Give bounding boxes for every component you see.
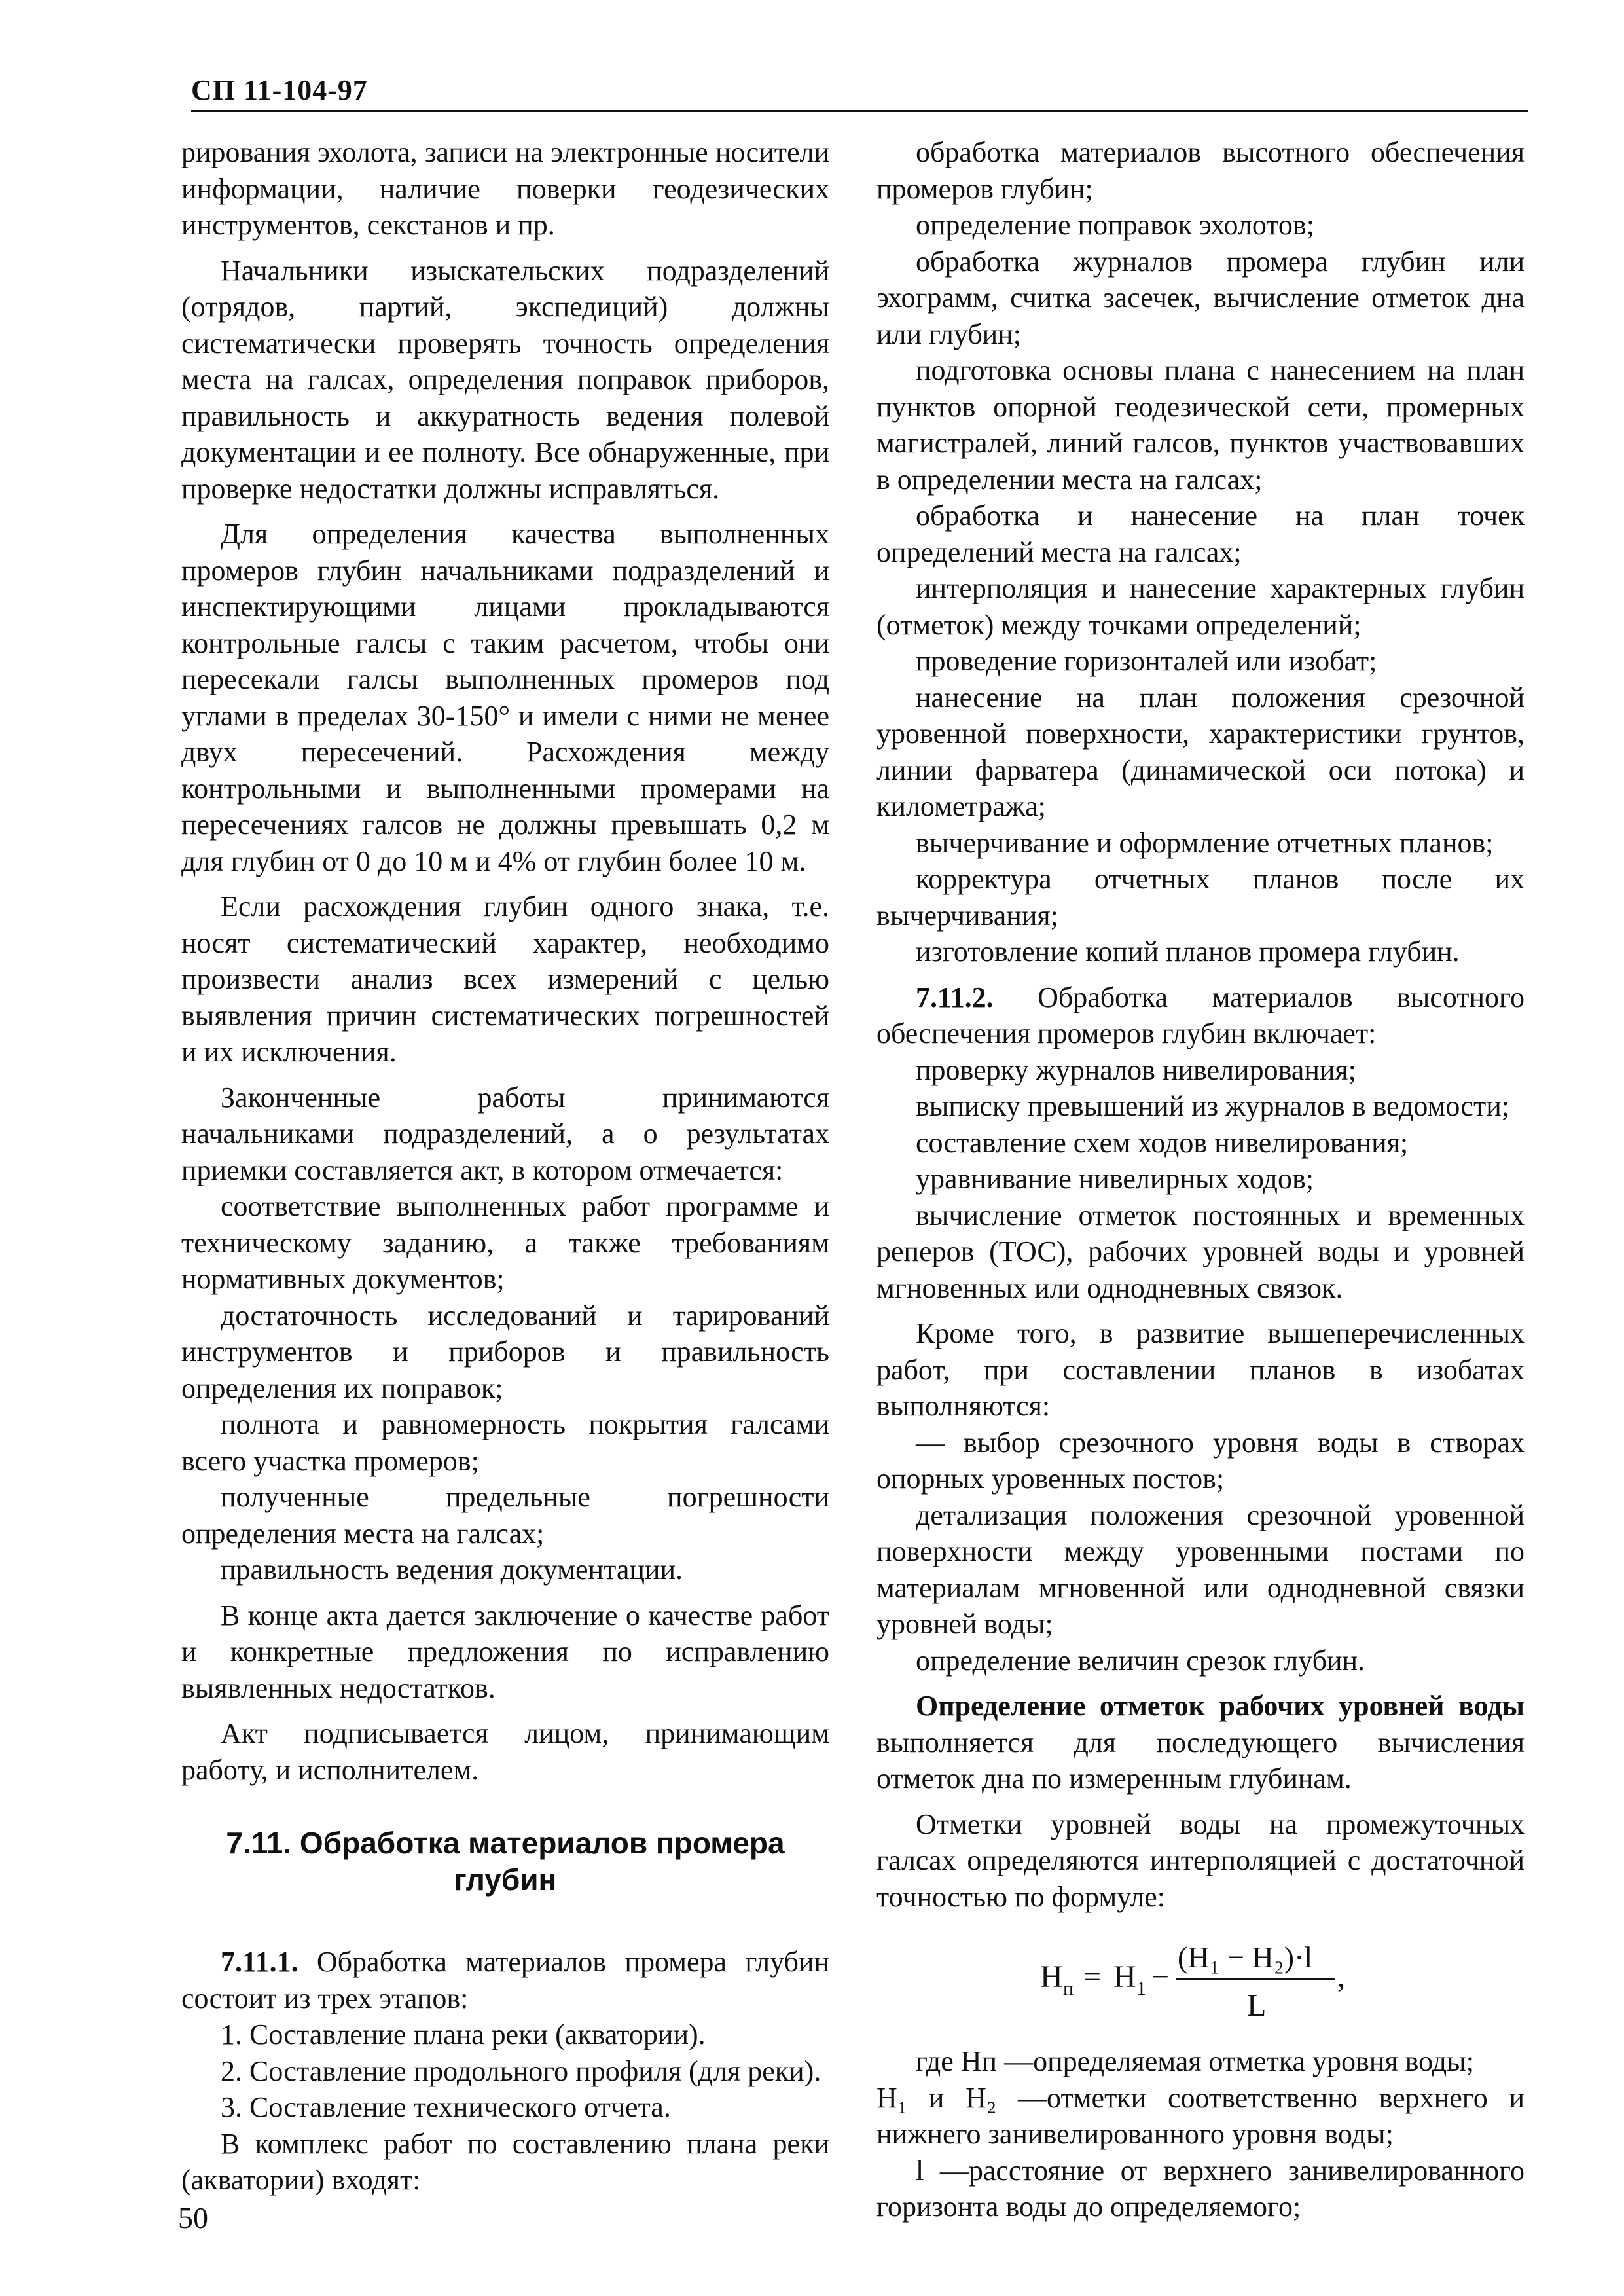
list-item: корректура отчетных планов после их вычерчивания; — [876, 863, 1525, 932]
list-item: достаточность исследований и тарирований инструментов и приборов и правильность определения их поправок; — [181, 1299, 829, 1404]
list-item: H₁ и H₂ —отметки соответственно верхнего и нижнего занивелированного уровня воды; — [876, 2081, 1525, 2150]
formula-h1-subscript: 1 — [1136, 1978, 1146, 1999]
list-item: обработка материалов высотного обеспечения промеров глубин; — [876, 136, 1525, 205]
paragraph — [181, 1944, 829, 2016]
list-item: проведение горизонталей или изобат; — [916, 645, 1377, 677]
paragraph: В конце акта дается заключение о качестве работ и конкретные предложения по исправлению выявленных недостатков. — [181, 1599, 829, 1704]
formula-lhs: H — [1040, 1959, 1063, 1994]
list-item: нанесение на план положения срезочной уровенной поверхности, характеристики грунтов, линии фарватера (динамической оси потока) и километража; — [876, 681, 1525, 822]
right-column — [876, 134, 1525, 2225]
document-code: СП 11-104-97 — [191, 74, 368, 106]
clause-number: 7.11.2. — [916, 981, 994, 1013]
interpolation-formula — [876, 1920, 1525, 2033]
list-item: l —расстояние от верхнего занивелированного горизонта воды до определяемого; — [876, 2154, 1525, 2223]
list-item: изготовление копий планов промера глубин. — [916, 936, 1460, 968]
list-item: соответствие выполненных работ программе и техническому заданию, а также требованиям нормативных документов; — [181, 1190, 829, 1295]
formula-minus: − — [1151, 1959, 1170, 1994]
clause-text: Обработка материалов высотного обеспечения промеров глубин включает: — [876, 981, 1525, 1049]
list-item: проверку журналов нивелирования; — [916, 1053, 1356, 1086]
term-bold: Определение отметок рабочих уровней воды — [916, 1690, 1525, 1722]
list-item: составление схем ходов нивелирования; — [916, 1126, 1409, 1159]
list-item: вычерчивание и оформление отчетных планов; — [916, 826, 1494, 859]
list-item: 3. Составление технического отчета. — [221, 2091, 671, 2123]
formula-equals: = — [1083, 1959, 1102, 1994]
list-item: где Hп —определяемая отметка уровня воды; — [916, 2045, 1474, 2077]
list-item: обработка журналов промера глубин или эхограмм, считка засечек, вычисление отметок дна или глубин; — [876, 245, 1525, 350]
list-item: детализация положения срезочной уровенной поверхности между уровенными постами по материалам мгновенной или однодневной связки уровней воды; — [876, 1499, 1525, 1640]
paragraph: Законченные работы принимаются начальниками подразделений, а о результатах приемки составляется акт, в котором отмечается: — [181, 1081, 829, 1186]
formula-h1: H — [1113, 1959, 1136, 1994]
list-item: полнота и равномерность покрытия галсами всего участка промеров; — [181, 1408, 829, 1477]
paragraph — [876, 979, 1525, 1052]
list-item: уравнивание нивелирных ходов; — [916, 1163, 1314, 1195]
list-item: определение величин срезок глубин. — [916, 1644, 1365, 1677]
list-item: вычисление отметок постоянных и временных реперов (ТОС), рабочих уровней воды и уровней мгновенных или однодневных связок. — [876, 1199, 1525, 1304]
paragraph: В комплекс работ по составлению плана реки (акватории) входят: — [181, 2127, 829, 2196]
list-item: 1. Составление плана реки (акватории). — [221, 2018, 706, 2050]
list-item: обработка и нанесение на план точек определений места на галсах; — [876, 500, 1525, 568]
list-item: полученные предельные погрешности определения места на галсах; — [181, 1481, 829, 1550]
clause-text: Обработка материалов промера глубин состоит из трех этапов: — [181, 1946, 829, 2014]
formula-lhs-subscript: п — [1063, 1978, 1074, 1999]
list-item: правильность ведения документации. — [221, 1554, 683, 1586]
list-item: 2. Составление продольного профиля (для реки). — [221, 2054, 821, 2087]
paragraph: Акт подписывается лицом, принимающим работу, и исполнителем. — [181, 1717, 829, 1786]
paragraph: Если расхождения глубин одного знака, т.е. носят систематический характер, необходимо произвести анализ всех измерений с целью выявления причин систематических погрешностей и их исключения. — [181, 890, 829, 1068]
paragraph: Отметки уровней воды на промежуточных галсах определяются интерполяцией с достаточной точностью по формуле: — [876, 1808, 1525, 1913]
list-item: — выбор срезочного уровня воды в створах опорных уровенных постов; — [876, 1426, 1525, 1495]
paragraph — [876, 1688, 1525, 1797]
term-text: выполняется для последующего вычисления отметок дна по измеренным глубинам. — [876, 1726, 1525, 1795]
paragraph: Кроме того, в развитие вышеперечисленных работ, при составлении планов в изобатах выполняются: — [876, 1317, 1525, 1422]
list-item: интерполяция и нанесение характерных глубин (отметок) между точками определений; — [876, 572, 1525, 641]
list-item: выписку превышений из журналов в ведомости; — [916, 1090, 1509, 1122]
left-column — [181, 134, 829, 2198]
page-number: 50 — [178, 2201, 208, 2234]
paragraph: рирования эхолота, записи на электронные носители информации, наличие поверки геодезических инструментов, секстанов и пр. — [181, 136, 829, 241]
formula-denominator: L — [1247, 1988, 1267, 2023]
formula-graphic — [876, 1920, 1525, 2033]
paragraph: Для определения качества выполненных промеров глубин начальниками подразделений и инспектирующими лицами прокладываются контрольные галсы с таким расчетом, чтобы они пересекали галсы выполненных промеров под углами в пределах 30-150° и имели с ними не менее двух пересечений. Расхождения между контрольными и выполненными промерами на пересечениях галсов не должны превышать 0,2 м для глубин от 0 до 10 м и 4% от глубин более 10 м. — [181, 518, 829, 877]
list-item: определение поправок эхолотов; — [916, 209, 1314, 241]
page-header — [191, 73, 1528, 112]
formula-numerator: (H₁ − H₂)·l — [1178, 1941, 1313, 1974]
formula-comma: , — [1337, 1959, 1345, 1994]
section-heading: 7.11. Обработка материалов промера глубин — [226, 1826, 785, 1897]
clause-number: 7.11.1. — [221, 1946, 298, 1978]
list-item: подготовка основы плана с нанесением на план пунктов опорной геодезической сети, промерных магистралей, линий галсов, пунктов участвовавших в определении места на галсах; — [876, 354, 1525, 496]
paragraph: Начальники изыскательских подразделений (отрядов, партий, экспедиций) должны систематически проверять точность определения места на галсах, определения поправок приборов, правильность и аккуратность ведения полевой документации и ее полноту. Все обнаруженные, при проверке недостатки должны исправляться. — [181, 254, 829, 505]
